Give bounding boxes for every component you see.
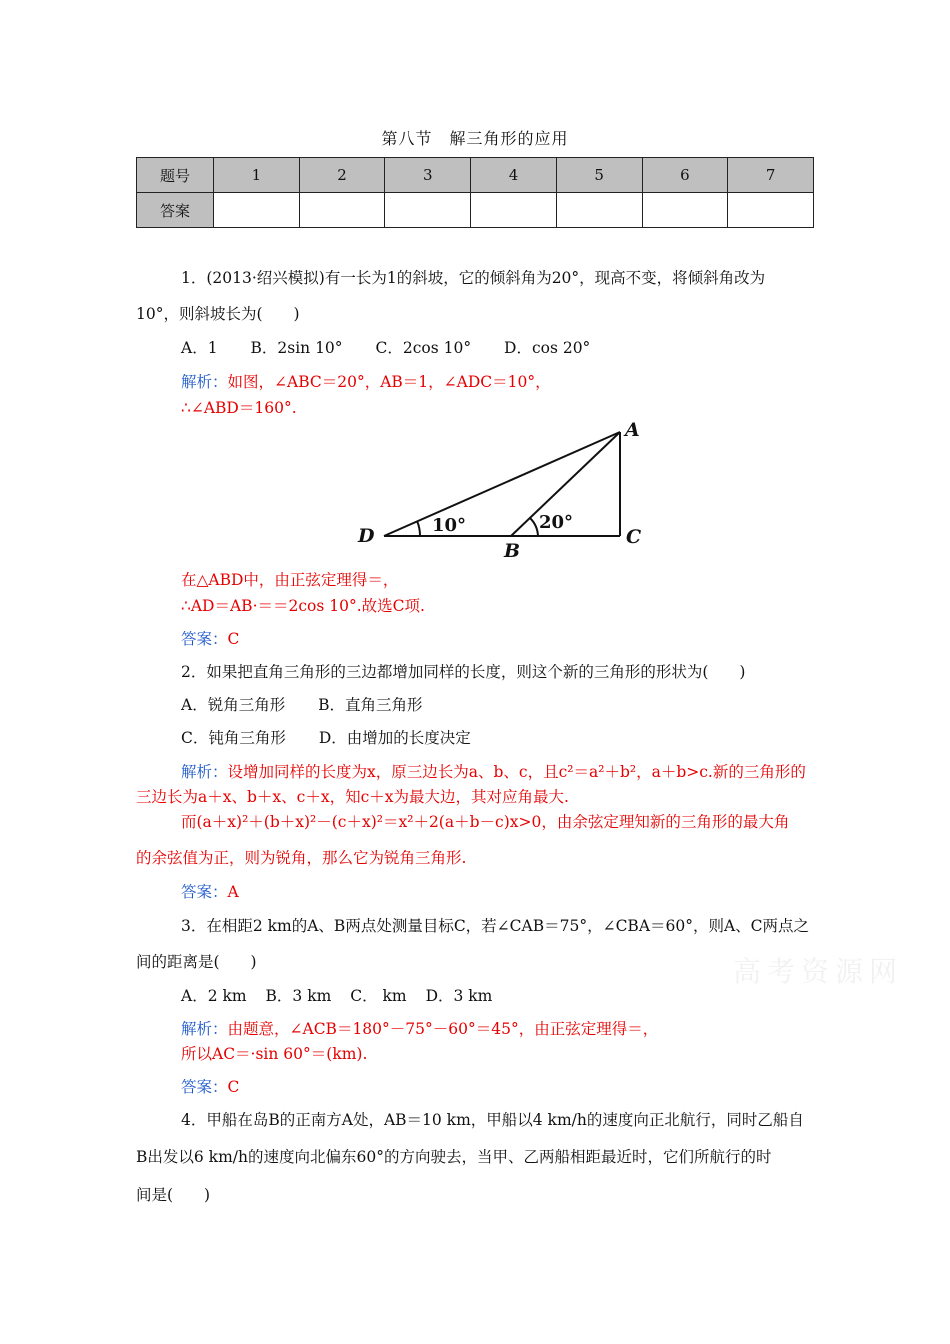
option-d: D．cos 20° xyxy=(504,339,591,357)
row-header-cell: 题号 xyxy=(137,158,214,193)
q2-stem-line1: 2．如果把直角三角形的三边都增加同样的长度，则这个新的三角形的形状为( ) xyxy=(181,663,746,681)
q1-solution-line1 xyxy=(181,370,861,392)
answer-cell[interactable] xyxy=(556,193,642,228)
answer-cell[interactable] xyxy=(471,193,557,228)
angle-label-b: 20° xyxy=(539,512,574,533)
q3-solution-line2: 所以AC＝·sin 60°＝(km). xyxy=(181,1045,368,1063)
question-number-cell: 1 xyxy=(214,158,300,193)
q1-stem-line2: 10°，则斜坡长为( ) xyxy=(136,305,300,323)
q4-stem-line1: 4．甲船在岛B的正南方A处，AB＝10 km，甲船以4 km/h的速度向正北航行，同时乙船自 xyxy=(181,1111,804,1129)
answer-label: 答案： xyxy=(181,630,228,648)
q3-solution-line1 xyxy=(181,1017,861,1039)
q1-solution-line2: ∴∠ABD＝160°. xyxy=(181,399,297,417)
answer-cell[interactable] xyxy=(728,193,814,228)
q2-options-row2 xyxy=(181,726,861,748)
watermark: 高考资源网 xyxy=(733,955,904,988)
q2-solution-line4: 的余弦值为正，则为锐角，那么它为锐角三角形. xyxy=(136,849,467,867)
vertex-label-d: D xyxy=(358,525,375,547)
angle-arc-d xyxy=(417,521,420,536)
q2-solution-line2: 三边长为a＋x、b＋x、c＋x，知c＋x为最大边，其对应角最大. xyxy=(136,788,569,806)
option-a: A．1 xyxy=(181,339,218,357)
answer-table-answer-row xyxy=(137,193,814,228)
answer-label: 答案： xyxy=(181,1078,228,1096)
option-c: C．钝角三角形 xyxy=(181,729,286,747)
triangle-diagram xyxy=(352,413,662,563)
option-a: A．2 km xyxy=(181,987,247,1005)
segment-da xyxy=(384,432,620,536)
q4-stem-line2: B出发以6 km/h的速度向北偏东60°的方向驶去，当甲、乙两船相距最近时，它们所航行的时 xyxy=(136,1148,772,1166)
answer-cell[interactable] xyxy=(642,193,728,228)
vertex-label-c: C xyxy=(626,526,642,548)
solution-text: 如图，∠ABC＝20°，AB＝1，∠ADC＝10°， xyxy=(227,373,551,391)
q2-options-row1 xyxy=(181,693,861,715)
question-number-cell: 6 xyxy=(642,158,728,193)
q3-stem-line1: 3．在相距2 km的A、B两点处测量目标C，若∠CAB＝75°，∠CBA＝60°，则A、C两点之 xyxy=(181,917,810,935)
q2-answer xyxy=(181,880,861,902)
question-number-cell: 2 xyxy=(299,158,385,193)
question-number-cell: 5 xyxy=(556,158,642,193)
q1-stem-line1: 1．(2013·绍兴模拟)有一长为1的斜坡，它的倾斜角为20°，现高不变，将倾斜角改为 xyxy=(181,269,766,287)
option-d: D．由增加的长度决定 xyxy=(318,729,471,747)
solution-label: 解析： xyxy=(181,1020,228,1038)
option-b: B．直角三角形 xyxy=(318,696,423,714)
vertex-label-a: A xyxy=(625,419,640,441)
q3-answer xyxy=(181,1075,861,1097)
option-c: C． km xyxy=(350,987,407,1005)
answer-table-header-row xyxy=(137,158,814,193)
answer-label: 答案： xyxy=(181,883,228,901)
q1-solution-line4: ∴AD＝AB·＝＝2cos 10°.故选C项. xyxy=(181,597,425,615)
solution-text: 设增加同样的长度为x，原三边长为a、b、c，且c²＝a²＋b²，a＋b>c.新的三角形的 xyxy=(227,763,806,781)
question-number-cell: 4 xyxy=(471,158,557,193)
q2-solution-line3: 而(a＋x)²＋(b＋x)²－(c＋x)²＝x²＋2(a＋b－c)x>0，由余弦定理知新的三角形的最大角 xyxy=(181,813,790,831)
question-number-cell: 7 xyxy=(728,158,814,193)
angle-label-d: 10° xyxy=(432,515,467,536)
page-title: 第八节 解三角形的应用 xyxy=(381,129,569,148)
q3-stem-line2: 间的距离是( ) xyxy=(136,953,257,971)
q4-stem-line3: 间是( ) xyxy=(136,1186,211,1204)
answer-table xyxy=(136,157,814,228)
angle-arc-b xyxy=(530,518,538,536)
answer-cell[interactable] xyxy=(385,193,471,228)
q1-options xyxy=(181,336,861,358)
solution-text: 由题意，∠ACB＝180°－75°－60°＝45°，由正弦定理得＝， xyxy=(227,1020,659,1038)
answer-cell[interactable] xyxy=(299,193,385,228)
option-b: B．2sin 10° xyxy=(250,339,343,357)
answer-header-cell: 答案 xyxy=(137,193,214,228)
option-c: C．2cos 10° xyxy=(375,339,472,357)
answer-value: A xyxy=(227,883,239,901)
vertex-label-b: B xyxy=(504,540,521,562)
question-number-cell: 3 xyxy=(385,158,471,193)
solution-label: 解析： xyxy=(181,763,228,781)
q2-solution-line1 xyxy=(181,760,861,782)
answer-cell[interactable] xyxy=(214,193,300,228)
option-a: A．锐角三角形 xyxy=(181,696,286,714)
q1-answer xyxy=(181,627,861,649)
option-b: B．3 km xyxy=(265,987,332,1005)
q1-solution-line3: 在△ABD中，由正弦定理得＝， xyxy=(181,571,399,589)
answer-value: C xyxy=(227,1078,240,1096)
solution-label: 解析： xyxy=(181,373,228,391)
answer-value: C xyxy=(227,630,240,648)
option-d: D．3 km xyxy=(425,987,493,1005)
